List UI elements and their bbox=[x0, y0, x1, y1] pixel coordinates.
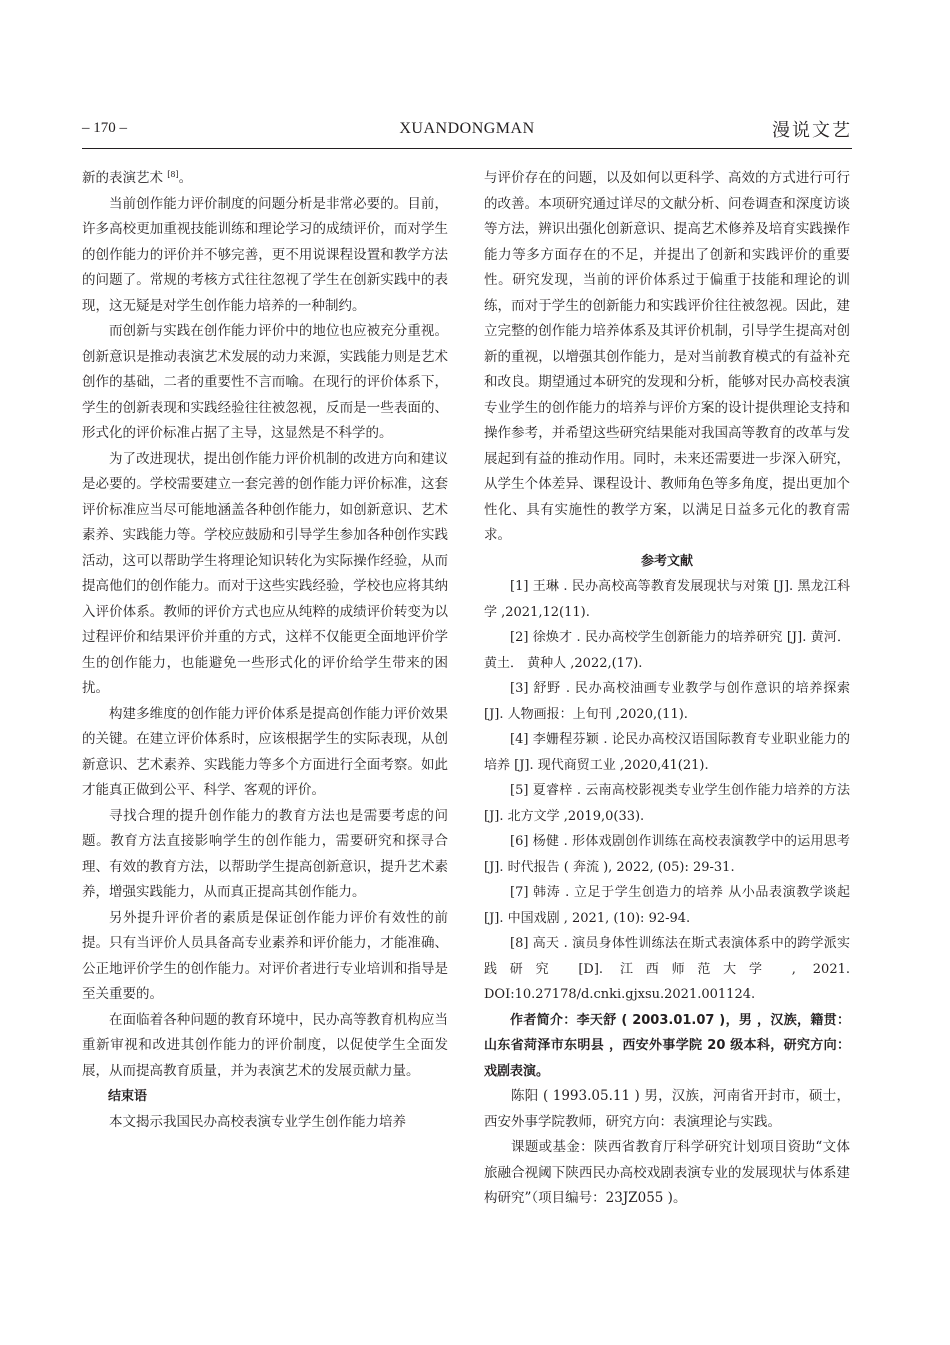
paragraph-4: 构建多维度的创作能力评价体系是提高创作能力评价效果的关键。在建立评价体系时，应该根据学生的实际表现，从创新意识、艺术素养、实践能力等多个方面进行全面考察。如此才能真正做到公平、科学、客观的评价。 bbox=[82, 705, 448, 798]
references-heading: 参考文献 bbox=[640, 553, 693, 569]
reference-item: [7] 韩涛 . 立足于学生创造力的培养 从小品表演教学谈起 [J]. 中国戏剧 , 2021, (10): 92-94. bbox=[484, 885, 850, 926]
journal-name-english: XUANDONGMAN bbox=[399, 120, 535, 137]
reference-item: [5] 夏睿梓 . 云南高校影视类专业学生创作能力培养的方法 [J]. 北方文学 ,2019,0(33). bbox=[484, 783, 850, 824]
reference-item: [8] 高天 . 演员身体性训练法在斯式表演体系中的跨学派实践研究 [D]. 江西师范大学 , 2021. DOI:10.27178/d.cnki.gjxsu.2021.001124. bbox=[484, 936, 850, 1002]
paragraph-3: 为了改进现状，提出创作能力评价机制的改进方向和建议是必要的。学校需要建立一套完善的创作能力评价标准，这套评价标准应当尽可能地涵盖各种创作能力，如创新意识、艺术素养、实践能力等。学校应鼓励和引导学生参加各种创作实践活动，这可以帮助学生将理论知识转化为实际操作经验，从而提高他们的创作能力。而对于这些实践经验，学校也应将其纳入评价体系。教师的评价方式也应从纯粹的成绩评价转变为以过程评价和结果评价并重的方式，这样不仅能更全面地评价学生的创作能力，也能避免一些形式化的评价给学生带来的困扰。 bbox=[82, 450, 448, 696]
journal-name-chinese: 漫说文艺 bbox=[772, 120, 852, 141]
page-header bbox=[82, 116, 852, 144]
conclusion-heading: 结束语 bbox=[108, 1089, 148, 1104]
paragraph-0-text: 新的表演艺术 bbox=[82, 170, 168, 186]
reference-item: [4] 李姗程芬颖 . 论民办高校汉语国际教育专业职业能力的培养 [J]. 现代商贸工业 ,2020,41(21). bbox=[484, 732, 850, 773]
reference-item: [3] 舒野 . 民办高校油画专业教学与创作意识的培养探索 [J]. 人物画报：上旬刊 ,2020,(11). bbox=[484, 681, 850, 722]
reference-item: [6] 杨健 . 形体戏剧创作训练在高校表演教学中的运用思考 [J]. 时代报告 ( 奔流 ), 2022, (05): 29-31. bbox=[484, 834, 850, 875]
paragraph-0 bbox=[82, 166, 448, 192]
second-author: 陈阳 ( 1993.05.11 ) 男，汉族，河南省开封市，硕士，西安外事学院教师，研究方向：表演理论与实践。 bbox=[484, 1088, 850, 1130]
paragraph-8: 本文揭示我国民办高校表演专业学生创作能力培养 bbox=[109, 1113, 406, 1130]
right-column bbox=[484, 166, 850, 1212]
header-divider bbox=[82, 148, 852, 149]
paragraph-0-end: 。 bbox=[178, 170, 193, 186]
author-intro: 作者简介：李天舒 ( 2003.01.07 )，男 ，汉族，籍贯：山东省菏泽市东明县 ，西安外事学院 20 级本科，研究方向：戏剧表演。 bbox=[484, 1012, 850, 1079]
paragraph-7: 在面临着各种问题的教育环境中，民办高等教育机构应当重新审视和改进其创作能力的评价制度，以促使学生全面发展，从而提高教育质量，并为表演艺术的发展贡献力量。 bbox=[82, 1011, 448, 1079]
paragraph-2: 而创新与实践在创作能力评价中的地位也应被充分重视。创新意识是推动表演艺术发展的动力来源，实践能力则是艺术创作的基础，二者的重要性不言而喻。在现行的评价体系下，学生的创新表现和实践经验往往被忽视，反而是一些表面的、形式化的评价标准占据了主导，这显然是不科学的。 bbox=[82, 323, 448, 441]
paragraph-6: 另外提升评价者的素质是保证创作能力评价有效性的前提。只有当评价人员具备高专业素养和评价能力，才能准确、公正地评价学生的创作能力。对评价者进行专业培训和指导是至关重要的。 bbox=[82, 909, 448, 1002]
paragraph-continued: 与评价存在的问题，以及如何以更科学、高效的方式进行可行的改善。本项研究通过详尽的文献分析、问卷调查和深度访谈等方法，辨识出强化创新意识、提高艺术修养及培育实践操作能力等多方面存在的不足，并提出了创新和实践评价的重要性。研究发现，当前的评价体系过于偏重于技能和理论的训练，而对于学生的创新能力和实践评价往往被忽视。因此，建立完整的创作能力培养体系及其评价机制，引导学生提高对创新的重视，以增强其创作能力，是对当前教育模式的有益补充和改良。期望通过本研究的发现和分析，能够对民办高校表演专业学生的创作能力的培养与评价方案的设计提供理论支持和操作参考，并希望这些研究结果能对我国高等教育的改革与发展起到有益的推动作用。同时，未来还需要进一步深入研究，从学生个体差异、课程设计、教师角色等多角度，提出更加个性化、具有实施性的教学方案，以满足日益多元化的教育需求。 bbox=[484, 170, 850, 543]
funding-note: 课题或基金：陕西省教育厅科学研究计划项目资助“文体旅融合视阈下陕西民办高校戏剧表演专业的发展现状与体系建构研究”（项目编号：23JZ055 )。 bbox=[484, 1139, 850, 1206]
left-column bbox=[82, 166, 448, 1135]
page-number: – 170 – bbox=[82, 120, 127, 136]
citation-8: [8] bbox=[167, 170, 179, 179]
paragraph-1: 当前创作能力评价制度的问题分析是非常必要的。目前，许多高校更加重视技能训练和理论学习的成绩评价，而对学生的创作能力的评价并不够完善，更不用说课程设置和教学方法的问题了。常规的考核方式往往忽视了学生在创新实践中的表现，这无疑是对学生创作能力培养的一种制约。 bbox=[82, 195, 448, 314]
reference-item: [2] 徐焕才 . 民办高校学生创新能力的培养研究 [J]. 黄河． 黄土． 黄种人 ,2022,(17). bbox=[484, 630, 850, 671]
reference-item: [1] 王琳 . 民办高校高等教育发展现状与对策 [J]. 黑龙江科学 ,2021,12(11). bbox=[484, 579, 850, 620]
paragraph-5: 寻找合理的提升创作能力的教育方法也是需要考虑的问题。教育方法直接影响学生的创作能力，需要研究和探寻合理、有效的教育方法，以帮助学生提高创新意识，提升艺术素养，增强实践能力，从而真正提高其创作能力。 bbox=[82, 807, 448, 900]
